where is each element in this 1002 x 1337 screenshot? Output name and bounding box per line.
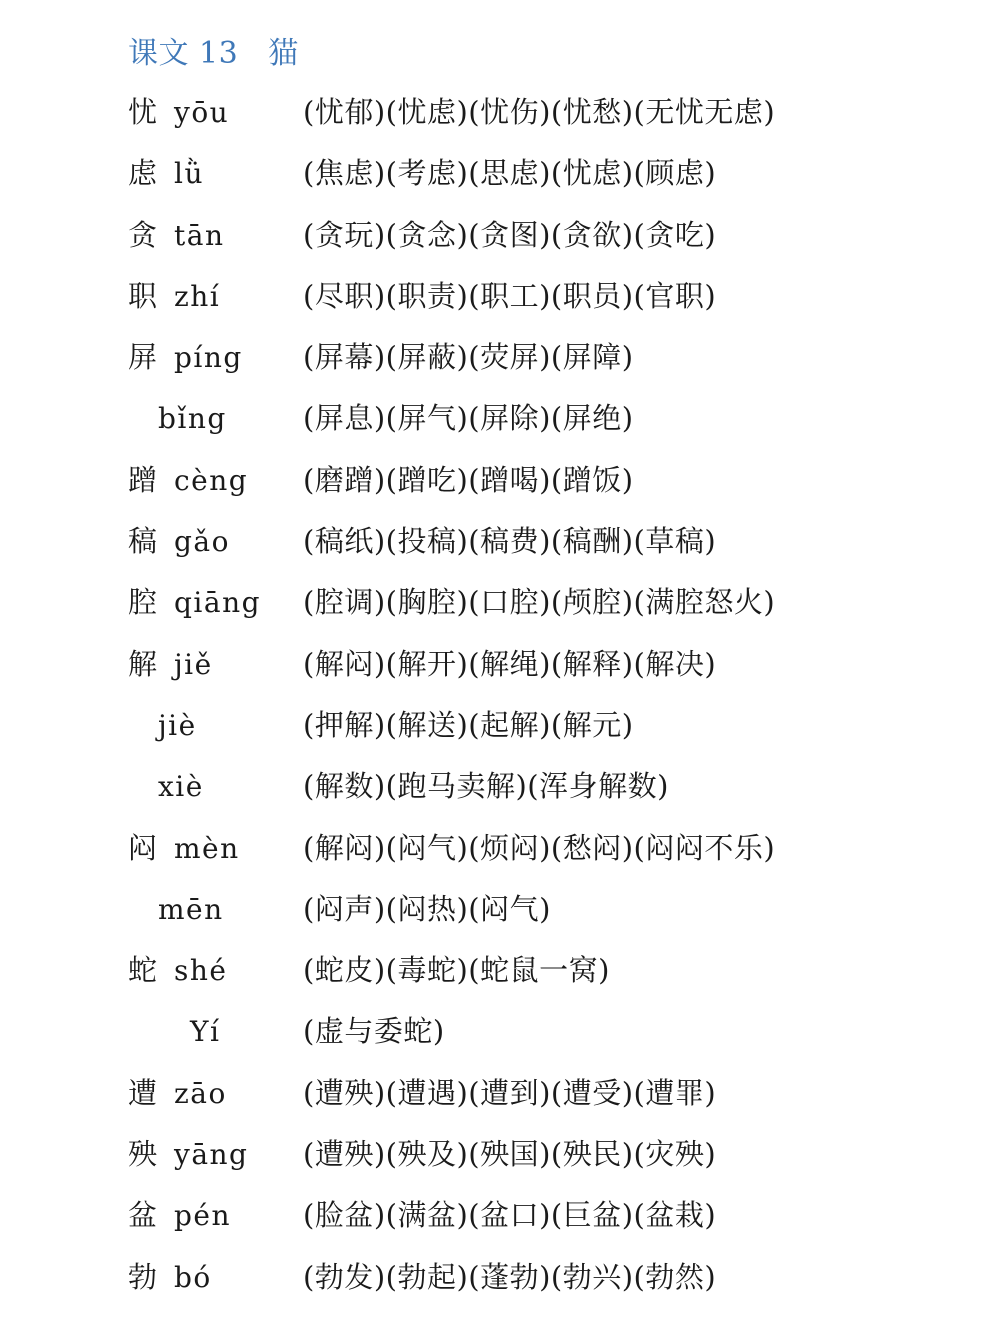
vocab-row-alt-reading [0, 756, 1002, 817]
vocab-row-alt-reading [0, 388, 1002, 449]
vocab-row [0, 143, 1002, 204]
vocab-pinyin: mēn [158, 892, 224, 926]
vocab-pinyin: yōu [174, 96, 230, 129]
vocab-row [0, 1247, 1002, 1308]
vocab-char: 盆 [128, 1198, 158, 1233]
vocab-pinyin: cèng [174, 463, 249, 497]
vocab-words: (遭殃)(殃及)(殃国)(殃民)(灾殃) [303, 1137, 717, 1172]
vocab-pinyin: jiè [158, 708, 197, 742]
vocab-words: (勃发)(勃起)(蓬勃)(勃兴)(勃然) [303, 1259, 717, 1294]
vocab-words: (忧郁)(忧虑)(忧伤)(忧愁)(无忧无虑) [303, 95, 776, 129]
vocab-char: 腔 [128, 585, 158, 620]
vocab-pinyin: Yí [190, 1015, 221, 1049]
vocab-words: (稿纸)(投稿)(稿费)(稿酬)(草稿) [303, 524, 717, 559]
vocab-pinyin: gǎo [174, 525, 230, 559]
vocab-char: 蹭 [128, 462, 158, 497]
page-title [128, 28, 299, 72]
vocab-pinyin: píng [174, 341, 243, 375]
vocab-words: (脸盆)(满盆)(盆口)(巨盆)(盆栽) [303, 1198, 717, 1233]
vocab-char: 屏 [128, 340, 158, 375]
vocab-row [0, 818, 1002, 879]
vocab-row [0, 82, 1002, 143]
vocab-words: (押解)(解送)(起解)(解元) [303, 707, 634, 742]
vocab-char: 忧 [128, 95, 158, 129]
vocab-row [0, 1185, 1002, 1246]
vocab-words: (蛇皮)(毒蛇)(蛇鼠一窝) [303, 953, 610, 988]
vocab-row [0, 634, 1002, 695]
vocab-pinyin: xiè [158, 770, 204, 804]
vocab-char: 闷 [128, 830, 158, 865]
vocab-words: (解闷)(解开)(解绳)(解释)(解决) [303, 646, 717, 681]
vocab-words: (遭殃)(遭遇)(遭到)(遭受)(遭罪) [303, 1075, 717, 1110]
vocab-char: 虑 [128, 156, 158, 191]
lesson-number: 课文 13 [128, 36, 239, 71]
vocab-row [0, 205, 1002, 266]
vocab-words: (贪玩)(贪念)(贪图)(贪欲)(贪吃) [303, 217, 717, 252]
vocab-row [0, 450, 1002, 511]
vocab-row [0, 327, 1002, 388]
vocab-words: (屏息)(屏气)(屏除)(屏绝) [303, 401, 634, 436]
vocab-words: (焦虑)(考虑)(思虑)(忧虑)(顾虑) [303, 156, 717, 191]
vocab-pinyin: mèn [174, 831, 240, 865]
vocab-row-alt-reading [0, 1001, 1002, 1062]
vocab-pinyin: zāo [174, 1076, 227, 1110]
vocab-pinyin: shé [174, 954, 228, 988]
vocab-pinyin: yāng [174, 1138, 249, 1172]
vocab-words: (解闷)(闷气)(烦闷)(愁闷)(闷闷不乐) [303, 830, 776, 865]
vocab-words: (闷声)(闷热)(闷气) [303, 891, 551, 926]
vocab-words: (虚与委蛇) [303, 1014, 445, 1049]
vocab-pinyin: lǜ [174, 157, 204, 191]
vocab-pinyin: tān [174, 218, 225, 252]
vocab-char: 职 [128, 278, 158, 313]
vocabulary-list [0, 82, 1002, 1308]
vocab-row [0, 511, 1002, 572]
vocab-char: 解 [128, 646, 158, 681]
vocab-char: 勃 [128, 1259, 158, 1294]
vocab-char: 蛇 [128, 953, 158, 988]
vocab-pinyin: bó [174, 1260, 212, 1294]
vocab-char: 贪 [128, 217, 158, 252]
vocab-char: 殃 [128, 1137, 158, 1172]
vocab-pinyin: jiě [174, 647, 213, 681]
vocab-row [0, 266, 1002, 327]
vocab-words: (腔调)(胸腔)(口腔)(颅腔)(满腔怒火) [303, 585, 776, 620]
vocab-pinyin: zhí [174, 279, 221, 313]
vocab-pinyin: bǐng [158, 402, 227, 436]
vocab-words: (磨蹭)(蹭吃)(蹭喝)(蹭饭) [303, 462, 634, 497]
vocab-row-alt-reading [0, 695, 1002, 756]
vocab-row [0, 1124, 1002, 1185]
vocab-words: (屏幕)(屏蔽)(荧屏)(屏障) [303, 340, 634, 375]
vocab-char: 遭 [128, 1075, 158, 1110]
vocab-pinyin: pén [174, 1199, 232, 1233]
lesson-name: 猫 [268, 36, 299, 71]
vocab-row [0, 572, 1002, 633]
vocab-words: (解数)(跑马卖解)(浑身解数) [303, 769, 669, 804]
vocab-row [0, 940, 1002, 1001]
vocab-row [0, 1063, 1002, 1124]
vocab-words: (尽职)(职责)(职工)(职员)(官职) [303, 278, 717, 313]
vocab-char: 稿 [128, 524, 158, 559]
vocab-row-alt-reading [0, 879, 1002, 940]
vocab-pinyin: qiāng [174, 586, 262, 620]
